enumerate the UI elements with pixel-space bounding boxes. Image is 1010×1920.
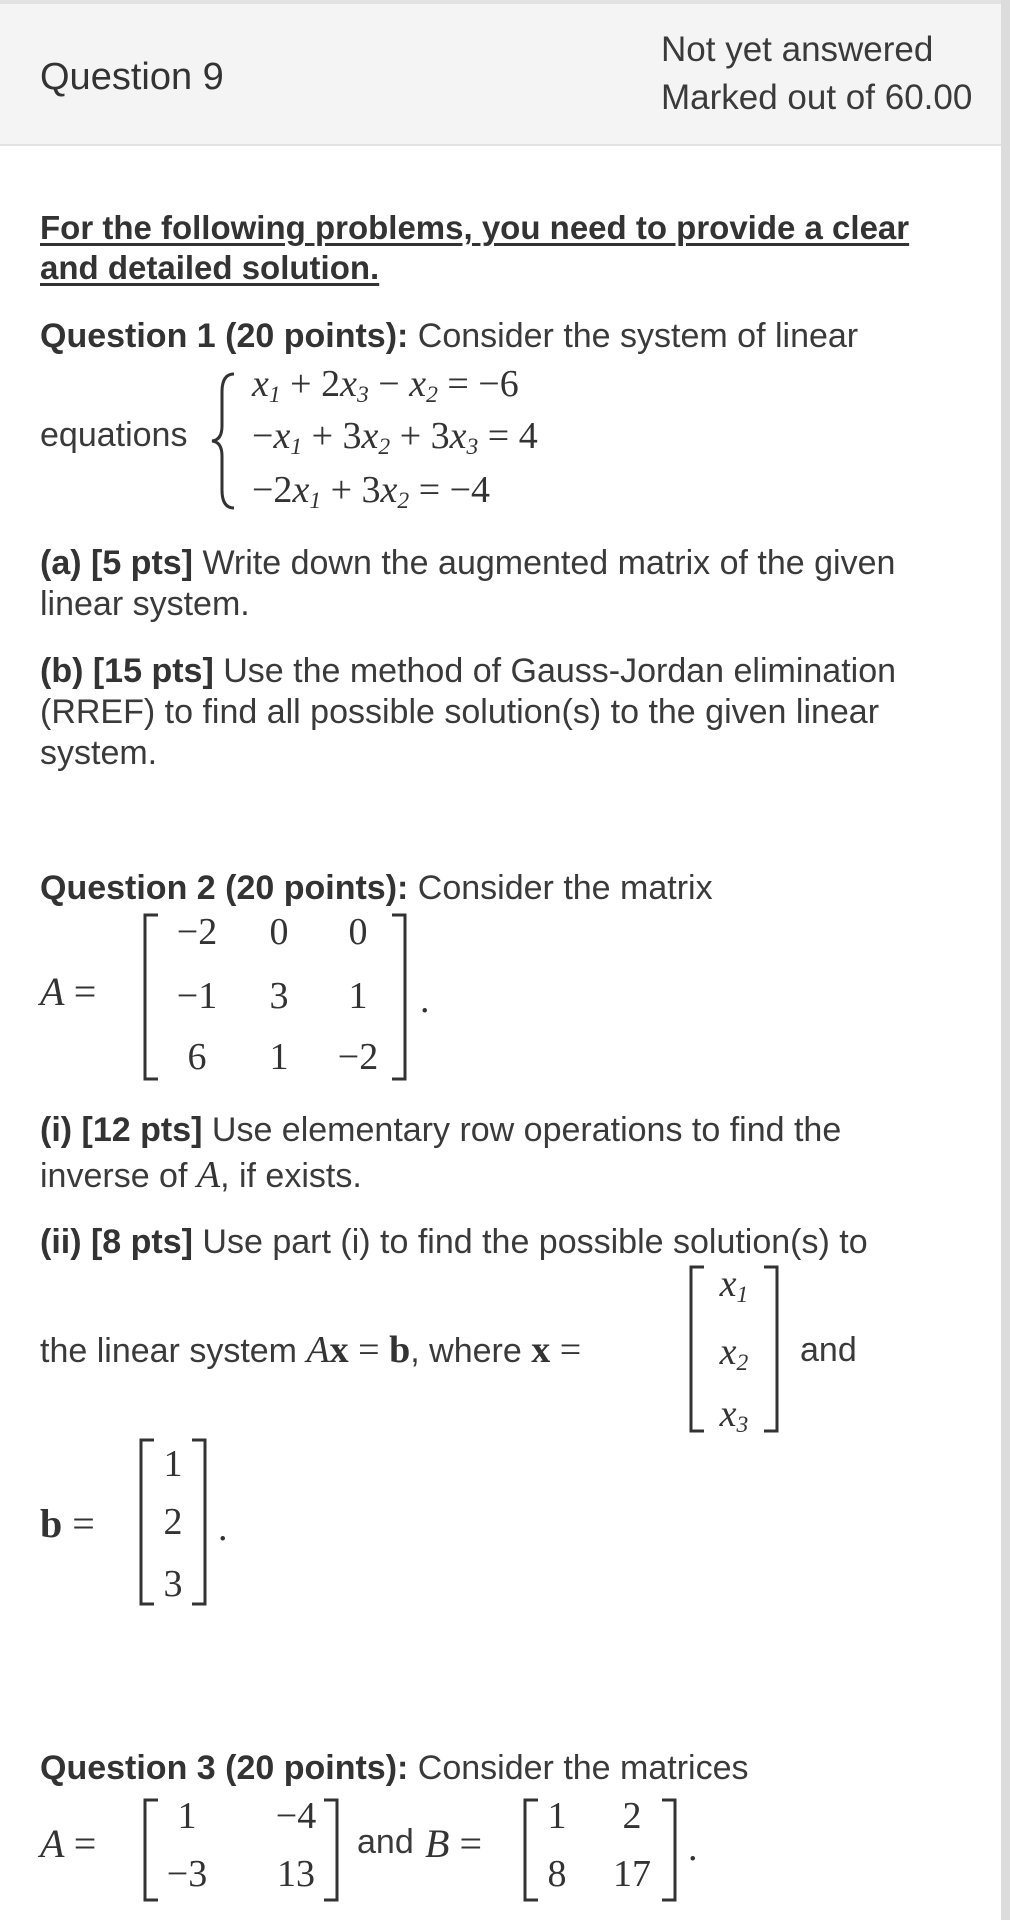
- q1-heading: Question 1 (20 points):: [40, 317, 409, 355]
- q2-intro: [40, 868, 713, 908]
- question-info-header: [0, 0, 1001, 146]
- q2-matrix-lhs: A =: [40, 969, 97, 1014]
- q2-matrix-period: .: [420, 979, 430, 1021]
- q2-part-ii-text: Use part (i) to find the possible solution(s) to: [192, 1223, 868, 1261]
- page-scroll-edge: [1001, 0, 1010, 1920]
- q2-matrix-cell: 0: [348, 911, 368, 953]
- q3-matrix-b-cell: 8: [547, 1853, 567, 1895]
- b-vector-cell: 1: [163, 1443, 183, 1485]
- q3-heading: Question 3 (20 points):: [40, 1749, 409, 1787]
- q1-part-a-label: (a) [5 pts]: [40, 544, 193, 582]
- q3-matrix-a-cell: −3: [166, 1853, 208, 1895]
- q2-matrix-cell: −2: [337, 1036, 379, 1078]
- q2-matrix-cell: −2: [176, 911, 218, 953]
- q3-matrix-b-lhs: B =: [425, 1821, 482, 1866]
- q2-matrix-cell: 3: [269, 975, 289, 1017]
- x-vector-cell: $x_2$: [719, 1331, 749, 1376]
- b-vector-cell: 2: [163, 1501, 183, 1543]
- q2-matrix-cell: 1: [348, 975, 368, 1017]
- q2-part-i-line-2: inverse of A, if exists.: [40, 1154, 362, 1196]
- q3-matrix-b-cell: 1: [547, 1795, 567, 1837]
- b-vector-lhs: b =: [40, 1501, 95, 1546]
- question-number: Question 9: [40, 56, 224, 98]
- q3-period: .: [688, 1827, 698, 1869]
- q2-part-ii-and: and: [800, 1331, 857, 1369]
- instruction-line-1: For the following problems, you need to provide a clear: [40, 209, 910, 246]
- q3-intro-text: Consider the matrices: [408, 1749, 749, 1787]
- q2-heading: Question 2 (20 points):: [40, 869, 409, 907]
- q2-matrix-cell: 0: [269, 911, 289, 953]
- q2-matrix-cell: 6: [187, 1036, 207, 1078]
- q3-matrix-a-cell: −4: [275, 1795, 317, 1837]
- q1-equation-1: $x_1 + 2x_3 - x_2 = -6$: [252, 363, 519, 408]
- x-vector-cell: $x_3$: [719, 1393, 749, 1438]
- q2-part-ii-label: (ii) [8 pts]: [40, 1223, 193, 1261]
- q1-equation-3: $-2x_1 + 3x_2 = -4$: [252, 469, 491, 514]
- q1-part-a-text: Write down the augmented matrix of the given: [193, 544, 896, 582]
- q2-part-ii-line-1: [40, 1222, 868, 1262]
- q2-intro-text: Consider the matrix: [408, 869, 713, 907]
- q2-matrix-cell: 1: [269, 1036, 289, 1078]
- q1-equation-2: $-x_1 + 3x_2 + 3x_3 = 4$: [252, 415, 538, 460]
- x-vector-cell: $x_1$: [719, 1263, 749, 1308]
- q1-part-b-line-3: system.: [40, 734, 158, 772]
- q2-matrix-cell: −1: [176, 975, 218, 1017]
- instruction-line-2: and detailed solution.: [40, 249, 380, 286]
- q2-part-i-label: (i) [12 pts]: [40, 1111, 203, 1149]
- q1-system-brace: [208, 370, 238, 512]
- q3-matrix-a-cell: 1: [177, 1795, 197, 1837]
- q1-part-b-label: (b) [15 pts]: [40, 652, 214, 690]
- q3-intro: [40, 1748, 749, 1788]
- q1-intro: [40, 316, 858, 356]
- q2-part-ii-line-2: the linear system Ax = b, where x =: [40, 1329, 582, 1371]
- q1-part-b-line-1: [40, 651, 896, 691]
- q1-equations-label: equations: [40, 416, 188, 454]
- q1-part-a-line-1: [40, 543, 895, 583]
- b-vector-cell: 3: [163, 1563, 183, 1605]
- q3-matrix-a-cell: 13: [277, 1853, 315, 1895]
- q1-part-b-line-2: (RREF) to find all possible solution(s) to the given linear: [40, 693, 880, 731]
- marks-info: Marked out of 60.00: [661, 78, 973, 117]
- q2-part-i-line-1: [40, 1110, 841, 1150]
- q3-and: and: [357, 1823, 414, 1861]
- q1-part-b-text: Use the method of Gauss-Jordan elimination: [213, 652, 897, 690]
- q1-part-a-line-2: linear system.: [40, 585, 250, 623]
- q2-part-i-text: Use elementary row operations to find the: [202, 1111, 842, 1149]
- b-vector-period: .: [218, 1507, 228, 1549]
- q3-matrix-b-cell: 17: [613, 1853, 651, 1895]
- answer-status: Not yet answered: [661, 30, 934, 69]
- q3-matrix-a-lhs: A =: [40, 1821, 97, 1866]
- q3-matrix-b-cell: 2: [622, 1795, 642, 1837]
- q1-intro-text: Consider the system of linear: [408, 317, 859, 355]
